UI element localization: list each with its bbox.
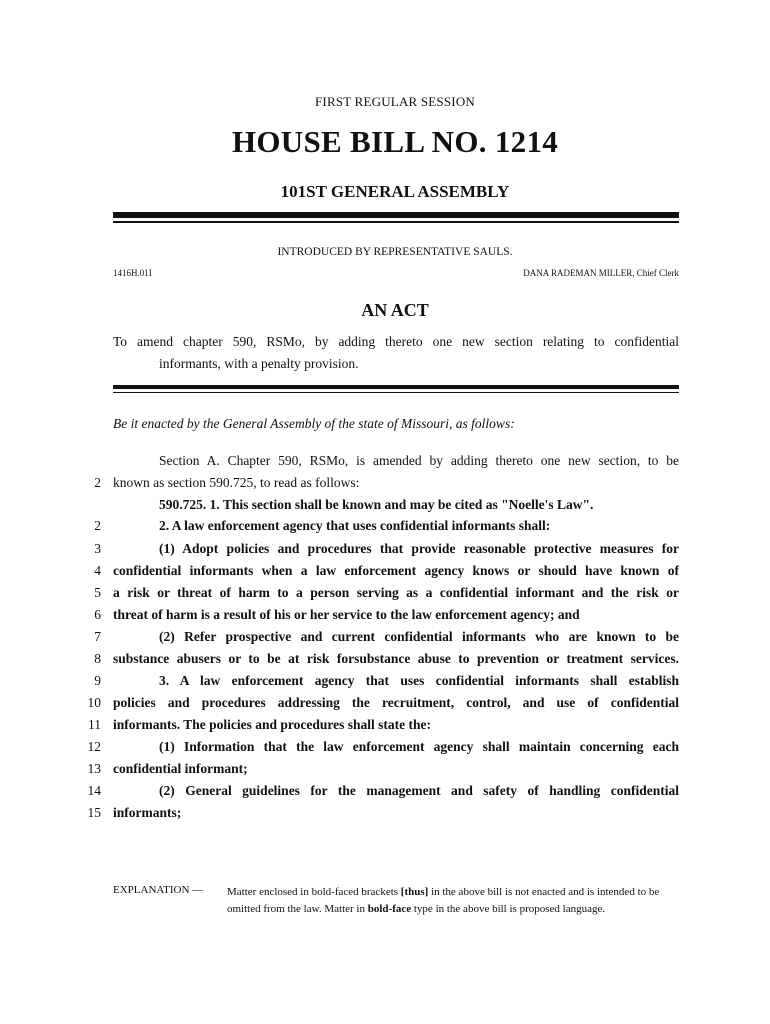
line-text: (2) General guidelines for the management and safety of handling confidential xyxy=(159,783,679,798)
line-number: 10 xyxy=(87,695,101,710)
chief-clerk: DANA RADEMAN MILLER, Chief Clerk xyxy=(523,268,679,278)
act-heading: AN ACT xyxy=(361,300,429,320)
line-text: substance abusers or to be at risk forsubstance abuse to prevention or treatment services. xyxy=(113,651,679,666)
line-text: known as section 590.725, to read as follows: xyxy=(113,475,360,490)
assembly-label: 101ST GENERAL ASSEMBLY xyxy=(280,182,510,201)
line-text: threat of harm is a result of his or her service to the law enforcement agency; and xyxy=(113,607,580,622)
line-text: 2. A law enforcement agency that uses confidential informants shall: xyxy=(159,518,551,533)
explanation-text xyxy=(227,884,679,918)
introduced-by: INTRODUCED BY REPRESENTATIVE SAULS. xyxy=(277,246,513,258)
body-line xyxy=(87,693,679,713)
body-line xyxy=(87,803,679,823)
body-line xyxy=(94,516,679,536)
title-rule-thick xyxy=(113,385,679,389)
body-line xyxy=(94,583,679,603)
body-line xyxy=(113,495,679,515)
line-text: policies and procedures addressing the recruitment, control, and use of confidential xyxy=(113,695,679,710)
line-number: 15 xyxy=(87,805,101,820)
body-line xyxy=(87,737,679,757)
explanation-bracket-example: [thus] xyxy=(400,886,429,898)
line-text: informants. The policies and procedures shall state the: xyxy=(113,717,432,732)
title-rule-thin xyxy=(113,392,679,393)
act-title-line-2: informants, with a penalty provision. xyxy=(159,356,359,371)
line-text: (1) Adopt policies and procedures that provide reasonable protective measures for xyxy=(159,541,679,556)
line-text: confidential informants when a law enforcement agency knows or should have known of xyxy=(113,563,679,578)
line-number: 8 xyxy=(94,651,101,666)
enacting-clause: Be it enacted by the General Assembly of the state of Missouri, as follows: xyxy=(113,416,515,431)
line-text: 3. A law enforcement agency that uses confidential informants shall establish xyxy=(159,673,679,688)
session-label: FIRST REGULAR SESSION xyxy=(315,94,475,109)
explanation-part-3: type in the above bill is proposed language. xyxy=(411,903,606,915)
line-number: 14 xyxy=(87,783,101,798)
body-line xyxy=(94,473,679,493)
line-number: 2 xyxy=(94,518,101,533)
line-text: (1) Information that the law enforcement agency shall maintain concerning each xyxy=(159,739,679,754)
explanation-part-1: Matter enclosed in bold-faced brackets xyxy=(227,886,401,898)
line-text: (2) Refer prospective and current confidential informants who are known to be xyxy=(159,629,679,644)
line-number: 9 xyxy=(94,673,101,688)
bill-code: 1416H.01I xyxy=(113,268,152,278)
body-line xyxy=(94,627,679,647)
explanation-label: EXPLANATION — xyxy=(113,884,204,896)
explanation-boldface-word: bold-face xyxy=(367,903,412,915)
body-line xyxy=(94,649,679,669)
bill-title: HOUSE BILL NO. 1214 xyxy=(231,124,559,159)
header-rule-thick xyxy=(113,212,679,218)
line-number: 11 xyxy=(88,717,101,732)
line-text: a risk or threat of harm to a person serving as a confidential informant and the risk or xyxy=(113,585,679,600)
line-text: 590.725. 1. This section shall be known and may be cited as "Noelle's Law". xyxy=(159,497,594,512)
line-number: 3 xyxy=(94,541,101,556)
line-number: 4 xyxy=(94,563,101,578)
body-line xyxy=(94,671,679,691)
line-number: 12 xyxy=(87,739,101,754)
line-text: informants; xyxy=(113,805,182,820)
line-text: confidential informant; xyxy=(113,761,248,776)
body-line xyxy=(94,605,679,625)
body-line xyxy=(113,451,679,471)
explanation-part-2: in the above bill is not enacted and is intended to be omitted from the law. Matter in xyxy=(227,886,660,915)
line-number: 7 xyxy=(94,629,101,644)
line-text: Section A. Chapter 590, RSMo, is amended by adding thereto one new section, to be xyxy=(159,453,679,468)
line-number: 2 xyxy=(94,475,101,490)
body-line xyxy=(87,759,679,779)
line-number: 5 xyxy=(94,585,101,600)
line-number: 13 xyxy=(87,761,101,776)
body-line xyxy=(88,715,679,735)
body-line xyxy=(94,539,679,559)
header-rule-thin xyxy=(113,221,679,223)
body-line xyxy=(87,781,679,801)
act-title-line-1: To amend chapter 590, RSMo, by adding thereto one new section relating to confidential xyxy=(113,334,679,349)
body-line xyxy=(94,561,679,581)
line-number: 6 xyxy=(94,607,101,622)
